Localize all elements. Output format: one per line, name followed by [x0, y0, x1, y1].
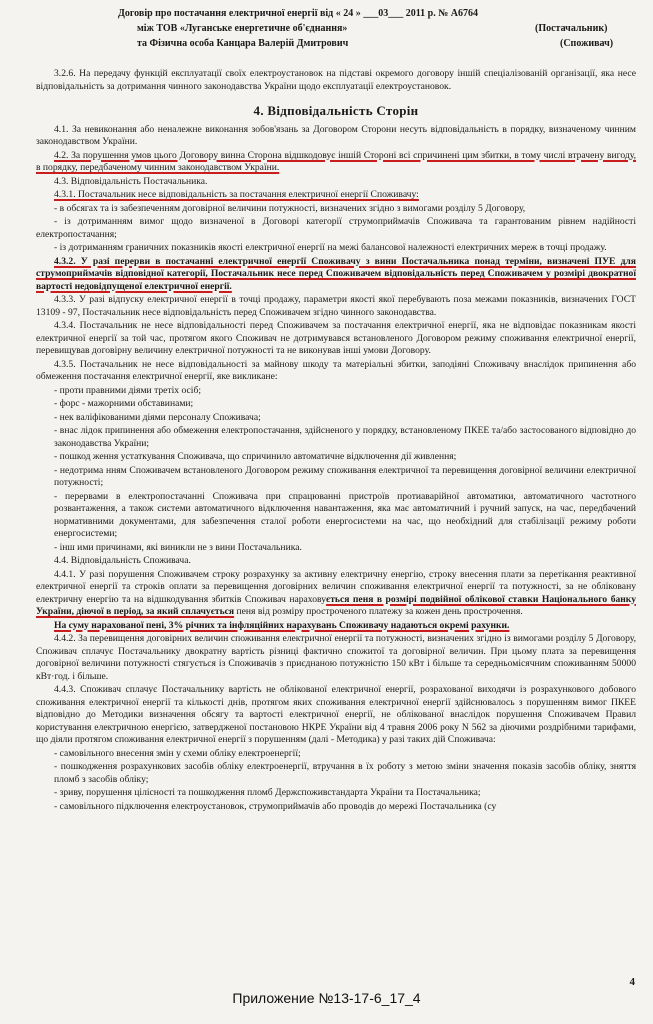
party2: та Фізична особа Канцара Валерій Дмитрович: [137, 38, 349, 49]
party2-role: (Споживач): [560, 38, 614, 49]
list-item: - проти правними діями третіх осіб;: [54, 384, 201, 396]
attachment-caption: Приложение №13-17-6_17_4: [232, 990, 421, 1006]
list-item: - форс - мажорними обставинами;: [54, 398, 194, 409]
list-item: - самовільного внесення змін у схеми обліку електроенергії;: [54, 747, 301, 759]
list-item: - інш ими причинами, які виникли не з вини Постачальника.: [54, 541, 302, 553]
list-item: - зриву, порушення цілісності та пошкодження пломб Держспоживстандарта України та Постачальника;: [54, 787, 481, 798]
paragraph-4-4-1-start: 4.4.1. У разі порушення Споживачем строку розрахунку за активну електричну енергію, строку внесення плати за перетікання реактивної електричної енергії та строків оплати за перевищення договірних величин споживання електричної енергії та потужності, за не обліковану електричну енергію та на відшкодування збитків Споживач нарахову: [36, 568, 636, 605]
party1: між ТОВ «Луганське енергетичне об'єднання»: [137, 23, 348, 34]
list-item: - самовільного підключення електроустановок, струмоприймачів або проводів до мережі Постачальника (су: [54, 800, 497, 812]
list-item: - внас лідок припинення або обмеження електропостачання, здійсненого у порядку, встановленому ПКЕЕ та/або застосованого відповідно до законодавства України;: [54, 425, 636, 449]
page-number: 4: [629, 976, 635, 988]
paragraph-4-3-2: 4.3.2. У разі перерви в постачанні електричної енергії Споживачу з вини Постачальника понад терміни, визначені ПУЕ для струмоприймачів відповідної категорії, Постачальник несе перед Споживачем відповідальність перед Споживачем у розмірі двократної вартості недовідпущеної електричної енергії.: [36, 255, 636, 292]
document-body: [36, 68, 636, 814]
paragraph-4-4-1: [36, 569, 636, 619]
list-item: - із дотриманням вимог щодо визначеної в Договорі категорії струмоприймачів Споживача та гарантованим рівнем надійності електропостачання;: [36, 216, 636, 240]
list-item: - пошкод ження устаткування Споживача, що спричинило автоматичне відключення дії живлення;: [54, 451, 457, 462]
list-item: - перервами в електропостачанні Споживача при спрацюванні пристроїв протиаварійної автоматики, автоматичного частотного розвантаження, а також системи автоматичного відключення навантаження, яка має автоматичний і ручний запуск, на час, передбачений нормативними документами, для забезпечення сталої роботи енергосистеми на час, що необхідний для стабілізації режиму роботи енергосистеми;: [54, 490, 636, 539]
paragraph-4-3-3: 4.3.3. У разі відпуску електричної енергії в точці продажу, параметри якості якої перебувають поза межами показників, визначених ГОСТ 13109 - 97, Постачальник несе відповідальність перед Споживачем згідно чинного законодавства.: [36, 294, 636, 318]
paragraph-4-4-2: 4.4.2. За перевищення договірних величин споживання електричної енергії та потужності, визначених згідно із вимогами розділу 5 Договору, Споживач сплачує Постачальнику двократну вартість різниці фактично спожитої та договірної величин. При цьому плата за перевищення договірної величини потужності стягується із Споживачів з приєднаною потужністю 150 кВт і більше та середньомісячним споживанням 50000 кВт·год. і більше.: [36, 633, 636, 682]
paragraph-4-3-5: 4.3.5. Постачальник не несе відповідальності за майнову шкоду та матеріальні збитки, заподіяні Споживачу внаслідок припинення або обмеження постачання електричної енергії, яке викликане:: [36, 358, 636, 382]
list-item: - із дотриманням граничних показників якості електричної енергії на межі балансової належності електричних мереж в точці продажу.: [54, 242, 607, 253]
paragraph-4-4-3: 4.4.3. Споживач сплачує Постачальнику вартість не облікованої електричної енергії, розрахованої виходячи із розрахункового добового споживання електричної енергії та кількості днів, протягом яких споживання електричної енергії здійснювалось з порушенням вимог ПКЕЕ відповідно до Методики визначення обсягу та вартості електричної енергії, не облікованої внаслідок порушення Споживачем Правил користування електричною енергією, затвердженої постановою НКРЕ України від 4 травня 2006 року N 562 за діючими роздрібними тарифами, що діяли протягом споживання електричної енергії з порушенням (далі - Методика) у разі таких дій Споживача:: [36, 684, 636, 745]
list-item: - нек валіфікованими діями персоналу Споживача;: [54, 411, 261, 423]
paragraph-4-2: 4.2. За порушення умов цього Договору винна Сторона відшкодовує іншій Стороні всі спричинені цим збитки, в тому числі втрачену вигоду, в порядку, передбаченому чинним законодавством України.: [36, 149, 636, 173]
party1-role: (Постачальник): [535, 23, 608, 34]
penalty-clause: ється пеня в розмірі подвійної облікової ставки Національного банку України, діючої в період, за який сплачується: [36, 593, 636, 617]
paragraph-4-3-1: 4.3.1. Постачальник несе відповідальність за постачання електричної енергії Споживачу:: [54, 189, 419, 200]
paragraph-4-4: 4.4. Відповідальність Споживача.: [54, 555, 191, 566]
paragraph-4-3: 4.3. Відповідальність Постачальника.: [54, 175, 208, 187]
paragraph-4-1: 4.1. За невиконання або неналежне виконання зобов'язань за Договором Сторони несуть відповідальність в порядку, визначеному чинним законодавством України.: [36, 123, 636, 147]
contract-line: Договір про постачання електричної енергії від « 24 » ___03___ 2011 р. № А6764: [118, 8, 478, 19]
list-item: - недотрима нням Споживачем встановленого Договором режиму споживання електричної та перевищення договірної величини електричної потужності;: [54, 464, 636, 488]
list-item: - пошкодження розрахункових засобів обліку електроенергії, втручання в їх роботу з метою зміни значення показів засобів обліку, зняття пломб з засобів обліку;: [54, 761, 636, 785]
separate-invoices-note: На суму нарахованої пені, 3% річних та інфляційних нарахувань Споживачу надаються окремі рахунки.: [54, 619, 510, 631]
list-item: - в обсягах та із забезпеченням договірної величини потужності, визначених згідно з вимогами розділу 5 Договору,: [54, 202, 526, 214]
paragraph-4-4-1-end: пеня від розміру простроченого платежу за кожен день прострочення.: [236, 606, 523, 617]
intro-paragraph: 3.2.6. На передачу функцій експлуатації своїх електроустановок на підставі окремого договору іншій спеціалізованій організації, яка несе відповідальність за дотримання чинного законодавства України щодо експлуатації електроустановок.: [36, 68, 636, 92]
section-title: 4. Відповідальність Сторін: [253, 103, 419, 118]
paragraph-4-3-4: 4.3.4. Постачальник не несе відповідальності перед Споживачем за постачання електричної енергії, яка не відповідає показникам якості електричної енергії за той час, протягом якого Споживач не дотримувався встановленого Договором режиму споживання електричної енергії, перевищував договірну величину електричної потужності та не виконував інші умови Договору.: [36, 320, 636, 356]
